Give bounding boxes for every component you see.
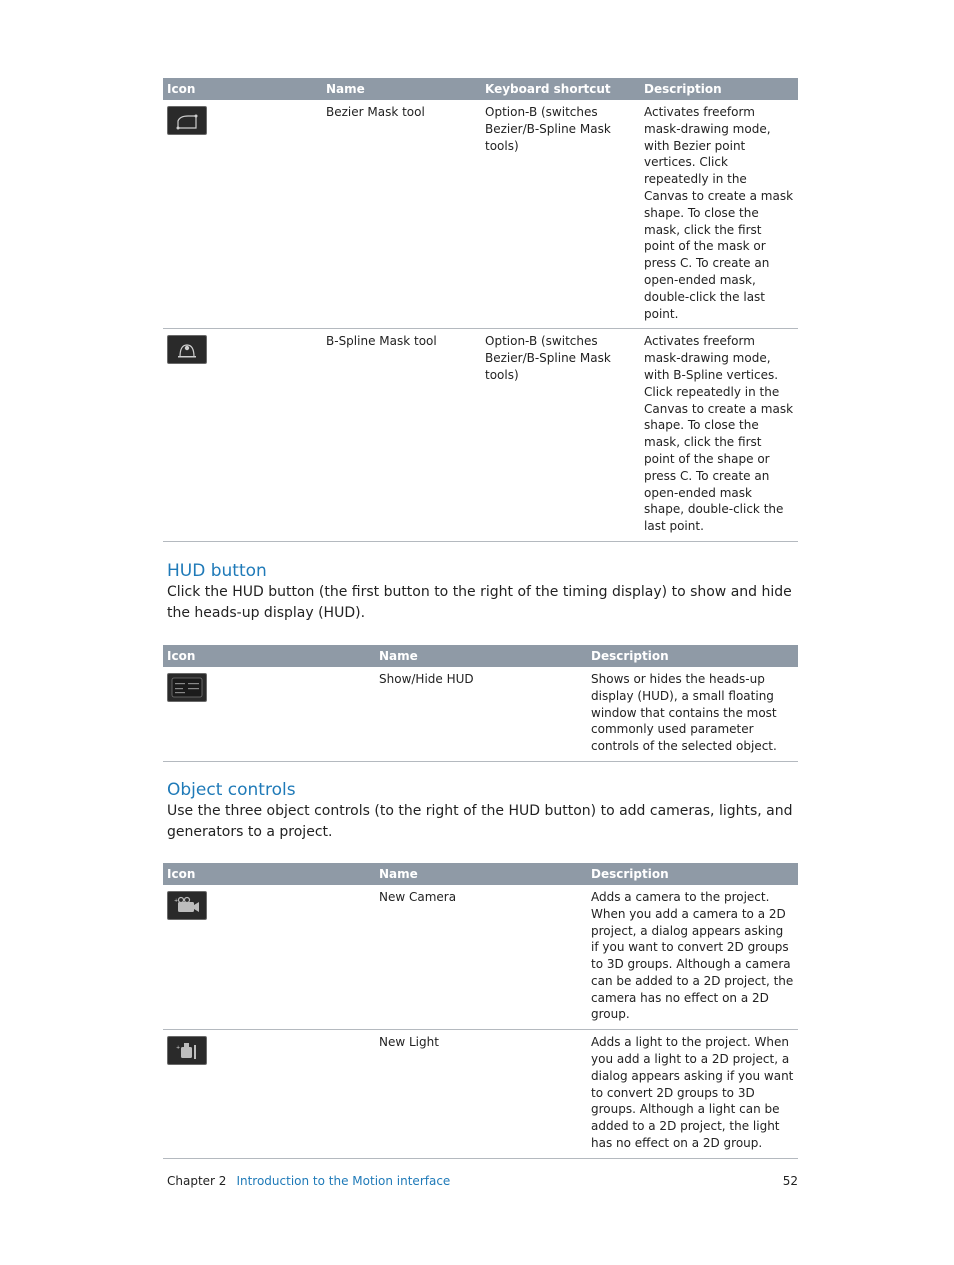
control-description: Shows or hides the heads-up display (HUD), a small floating window that contains the most commonly used parameter controls of the selected object.	[587, 667, 798, 761]
svg-text:+: +	[176, 1045, 181, 1052]
tool-shortcut: Option-B (switches Bezier/B-Spline Mask tools)	[481, 329, 640, 542]
hud-icon	[167, 673, 207, 702]
tool-shortcut: Option-B (switches Bezier/B-Spline Mask tools)	[481, 100, 640, 329]
column-header-name: Name	[322, 78, 481, 100]
tool-name: B-Spline Mask tool	[322, 329, 481, 542]
column-header-description: Description	[640, 78, 798, 100]
control-name: Show/Hide HUD	[375, 667, 587, 761]
control-name: New Camera	[375, 885, 587, 1030]
page-footer	[167, 1173, 798, 1189]
column-header-icon: Icon	[163, 78, 322, 100]
table-row	[163, 100, 798, 329]
svg-text:+: +	[174, 897, 179, 904]
mask-tools-table	[163, 78, 798, 542]
table-header-row	[163, 863, 798, 885]
control-description: Adds a light to the project. When you add a light to a 2D project, a dialog appears asking if you want to convert 2D groups to 3D groups. Although a light can be added to a 2D project, the light has no effect on a 2D group.	[587, 1030, 798, 1159]
table-row	[163, 885, 798, 1030]
light-icon	[167, 1036, 207, 1065]
column-header-description: Description	[587, 645, 798, 667]
tool-description: Activates freeform mask-drawing mode, with B-Spline vertices. Click repeatedly in the Canvas to create a mask shape. To close the mask, click the first point of the shape or press C. To create an open-ended mask shape, double-click the last point.	[640, 329, 798, 542]
b-spline-mask-tool-icon	[167, 335, 207, 364]
column-header-icon: Icon	[163, 645, 375, 667]
table-row	[163, 1030, 798, 1159]
hud-button-text: Click the HUD button (the first button to the right of the timing display) to show and hide the heads-up display (HUD).	[167, 583, 792, 621]
control-name: New Light	[375, 1030, 587, 1159]
camera-icon	[167, 891, 207, 920]
footer-chapter-link[interactable]: Introduction to the Motion interface	[236, 1174, 451, 1188]
tool-description: Activates freeform mask-drawing mode, with Bezier point vertices. Click repeatedly in the Canvas to create a mask shape. To close the mask, click the first point of the mask or press C. To create an open-ended mask, double-click the last point.	[640, 100, 798, 329]
object-controls-text: Use the three object controls (to the right of the HUD button) to add cameras, lights, and generators to a project.	[167, 802, 793, 840]
table-row	[163, 667, 798, 761]
hud-table	[163, 645, 798, 762]
table-row	[163, 329, 798, 542]
object-controls-heading: Object controls	[167, 779, 296, 800]
column-header-name: Name	[375, 645, 587, 667]
object-controls-table	[163, 863, 798, 1159]
page-content	[163, 78, 798, 1159]
table-header-row	[163, 645, 798, 667]
column-header-description: Description	[587, 863, 798, 885]
column-header-name: Name	[375, 863, 587, 885]
hud-button-heading: HUD button	[167, 560, 267, 581]
tool-name: Bezier Mask tool	[322, 100, 481, 329]
column-header-icon: Icon	[163, 863, 375, 885]
table-header-row	[163, 78, 798, 100]
page-number: 52	[782, 1174, 798, 1188]
control-description: Adds a camera to the project. When you add a camera to a 2D project, a dialog appears asking if you want to convert 2D groups to 3D groups. Although a camera can be added to a 2D project, the camera has no effect on a 2D group.	[587, 885, 798, 1030]
column-header-shortcut: Keyboard shortcut	[481, 78, 640, 100]
bezier-mask-tool-icon	[167, 106, 207, 135]
footer-chapter: Chapter 2	[167, 1174, 227, 1188]
